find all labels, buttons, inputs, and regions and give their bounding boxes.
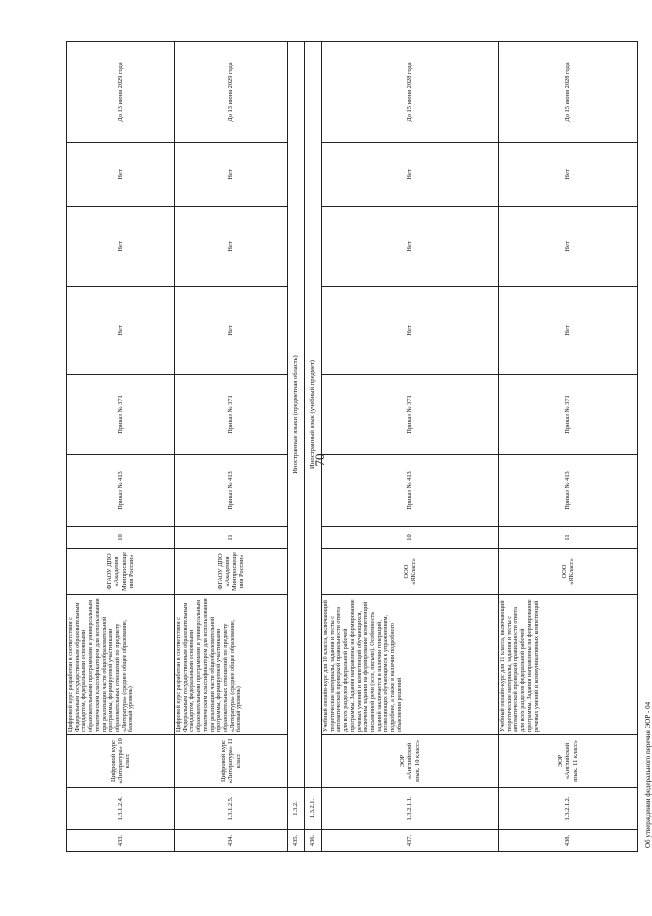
table-row [67, 42, 175, 852]
validity-deadline: До 15 июня 2028 года [499, 42, 638, 143]
validity-deadline: До 15 июня 2028 года [322, 42, 499, 143]
row-number: 438. [499, 830, 638, 852]
resource-organization: ФГАОУ ДПО «Академия Минпросвещения России» [175, 549, 288, 595]
footnote: Об утверждении федерального перечня ЭОР - 04 [644, 701, 652, 848]
resource-grade: 11 [499, 527, 638, 549]
resource-description: Цифровой курс разработан в соответствии с Федеральным государственным образовательным стандартом, федеральными основными образовательными программами и универсальным тематическим классификатором для использования при реализации части общеобразовательной программы, формируемой участниками образовательных отношений по предмету «Литература» (среднее общее образование, базовый уровень) [175, 595, 288, 735]
resource-name: ЭОР «Английский язык. 10 класс» [322, 735, 499, 788]
order-1: Приказ № 413 [67, 455, 175, 527]
row-code: 1.3.1.2.5. [175, 788, 288, 830]
section-title: Иностранные языки (предметная область) [288, 42, 305, 788]
flag-column-2: Нет [322, 207, 499, 287]
resource-description: Учебный онлайн-курс для 10 класса, включающий теоретические материалы, задания и тесты с автоматической проверкой правильности ответа для всех разделов федеральной рабочей программы. Задания направлены на формирование речевых умений и компетенций обучающихся, включены задания на формирование компетенций письменной речи (эссе, письмо). Особенность заданий заключается в наличии генераций, позволяющих обучающимся к упражнениям, подробнее, а также в наличии подробного объяснения решений [322, 595, 499, 735]
order-1: Приказ № 413 [499, 455, 638, 527]
flag-column-3: Нет [499, 143, 638, 207]
row-code: 1.3.2.1. [305, 788, 322, 830]
order-2: Приказ № 371 [175, 375, 288, 455]
resource-description: Цифровой курс разработан в соответствии с Федеральным государственным образовательным стандартом, федеральными основными образовательными программами и универсальным тематическим классификатором для использования при реализации части общеобразовательной программы, формируемой участниками образовательных отношений по предмету «Литература» (среднее общее образование, базовый уровень) [67, 595, 175, 735]
resource-description: Учебный онлайн-курс для 11 класса, включающий теоретические материалы, задания и тесты с автоматической проверкой правильности ответа для всех разделов федеральной рабочей программы. Задания направлены на формирование речевых умений и коммуникативных компетенций [499, 595, 638, 735]
flag-column-1: Нет [175, 287, 288, 375]
order-1: Приказ № 413 [175, 455, 288, 527]
resource-organization: ООО «ЯКласс» [499, 549, 638, 595]
flag-column-2: Нет [67, 207, 175, 287]
row-number: 437. [322, 830, 499, 852]
rotated-table-area [66, 42, 652, 852]
flag-column-3: Нет [322, 143, 499, 207]
flag-column-1: Нет [322, 287, 499, 375]
row-number: 434. [175, 830, 288, 852]
order-2: Приказ № 371 [499, 375, 638, 455]
resource-name: Цифровой курс «Литература» 11 класс [175, 735, 288, 788]
table-row [175, 42, 288, 852]
section-row [288, 42, 305, 852]
row-code: 1.3.2.1.2. [499, 788, 638, 830]
validity-deadline: До 13 июня 2029 года [175, 42, 288, 143]
row-number: 433. [67, 830, 175, 852]
flag-column-1: Нет [67, 287, 175, 375]
flag-column-3: Нет [67, 143, 175, 207]
row-code: 1.3.2. [288, 788, 305, 830]
flag-column-1: Нет [499, 287, 638, 375]
section-title: Иностранный язык (учебный предмет) [305, 42, 322, 788]
resource-organization: ООО «ЯКласс» [322, 549, 499, 595]
flag-column-2: Нет [499, 207, 638, 287]
row-code: 1.3.2.1.1. [322, 788, 499, 830]
resource-grade: 10 [67, 527, 175, 549]
eor-list-table [66, 41, 638, 852]
order-2: Приказ № 371 [67, 375, 175, 455]
row-code: 1.3.1.2.4. [67, 788, 175, 830]
resource-grade: 11 [175, 527, 288, 549]
resource-organization: ФГАОУ ДПО «Академия Минпросвещения России» [67, 549, 175, 595]
table-row [499, 42, 638, 852]
resource-grade: 10 [322, 527, 499, 549]
resource-name: ЭОР «Английский язык. 11 класс» [499, 735, 638, 788]
section-row [305, 42, 322, 852]
flag-column-2: Нет [175, 207, 288, 287]
flag-column-3: Нет [175, 143, 288, 207]
validity-deadline: До 13 июня 2029 года [67, 42, 175, 143]
resource-name: Цифровой курс «Литература» 10 класс [67, 735, 175, 788]
row-number: 436. [305, 830, 322, 852]
order-2: Приказ № 371 [322, 375, 499, 455]
row-number: 435. [288, 830, 305, 852]
order-1: Приказ № 413 [322, 455, 499, 527]
page-number: 70 [312, 453, 327, 467]
table-row [322, 42, 499, 852]
